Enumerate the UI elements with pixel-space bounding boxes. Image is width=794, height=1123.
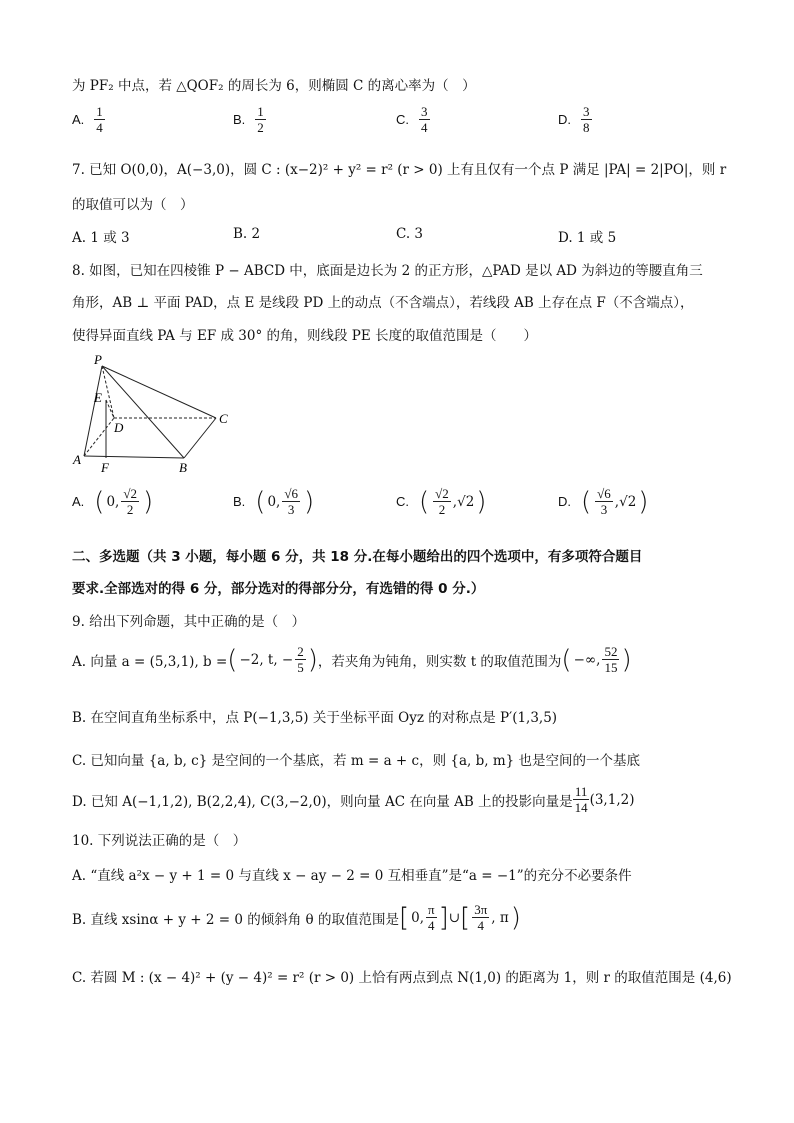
q9-d-suffix: (3,1,2)	[589, 791, 635, 808]
edge-PC	[102, 366, 216, 418]
pyramid-figure	[68, 352, 248, 474]
bracket-open: [	[398, 902, 410, 933]
option-label: C.	[396, 494, 409, 509]
paren-open: (	[561, 644, 572, 675]
frac-den: 15	[604, 660, 618, 675]
label-A: A	[73, 452, 81, 467]
q8-option-a	[72, 486, 153, 517]
q8-option-b	[233, 486, 314, 517]
paren-close: )	[476, 486, 487, 517]
frac-den: 2	[438, 502, 446, 517]
frac-num: √6	[597, 486, 611, 501]
fraction	[419, 104, 430, 135]
q9-option-a	[72, 644, 632, 675]
edge-PD	[102, 366, 114, 418]
interval-2	[460, 902, 521, 933]
q8-stem-line3: 使得异面直线 PA 与 EF 成 30° 的角，则线段 PE 长度的取值范围是（ ）	[72, 328, 538, 344]
option-label: D.	[558, 112, 571, 127]
option-label: B.	[233, 494, 246, 509]
q9-d-prefix: D. 已知 A(−1,1,2), B(2,2,4), C(3,−2,0)，则向量 AC 在向量 AB 上的投影向量是	[72, 793, 573, 810]
frac-num: √6	[284, 486, 298, 501]
frac-num: √2	[123, 486, 137, 501]
fraction	[433, 486, 451, 517]
frac-num: 3	[421, 104, 428, 119]
fraction	[602, 644, 619, 675]
frac-den: 8	[583, 120, 590, 135]
interval	[94, 486, 153, 517]
bracket-open: [	[460, 902, 471, 933]
frac-num: √2	[435, 486, 449, 501]
q7-option-c: C. 3	[396, 226, 424, 242]
label-P: P	[94, 352, 102, 367]
vector-b-components: −2, t, −	[239, 651, 294, 668]
section-heading-line2: 要求.全部选对的得 6 分，部分选对的得部分分，有选错的得 0 分.）	[72, 581, 485, 597]
q9-a-prefix: A. 向量 a = (5,3,1), b =	[72, 653, 228, 670]
paren-close: )	[142, 486, 154, 517]
interval-right: ,√2	[614, 493, 637, 510]
frac-den: 3	[287, 502, 295, 517]
frac-num: π	[428, 902, 435, 917]
option-label: C.	[396, 112, 409, 127]
fraction	[94, 104, 105, 135]
q7-option-d: D. 1 或 5	[558, 230, 617, 246]
frac-den: 4	[421, 120, 428, 135]
fraction	[595, 486, 613, 517]
edge-PA	[84, 366, 102, 456]
interval-left: −∞,	[573, 651, 601, 668]
frac-den: 5	[297, 660, 304, 675]
fraction	[472, 902, 489, 933]
q6-stem: 为 PF₂ 中点，若 △QOF₂ 的周长为 6，则椭圆 C 的离心率为（ ）	[72, 78, 476, 94]
paren-close: )	[638, 486, 649, 517]
vector-b	[227, 644, 318, 675]
q10-stem: 10. 下列说法正确的是（ ）	[72, 833, 247, 849]
interval-1	[399, 902, 449, 933]
interval-left: 0,	[106, 493, 120, 510]
frac-num: 2	[297, 644, 304, 659]
q8-stem-line2: 角形，AB ⊥ 平面 PAD，点 E 是线段 PD 上的动点（不含端点），若线段 AB 上存在点 F（不含端点），	[72, 295, 694, 311]
q8-options	[72, 486, 732, 530]
q9-option-b: B. 在空间直角坐标系中，点 P(−1,3,5) 关于坐标平面 Oyz 的对称点是 P′(1,3,5)	[72, 710, 558, 726]
q6-options	[72, 104, 732, 144]
interval-right: ,√2	[452, 493, 475, 510]
interval	[419, 486, 486, 517]
option-label: D.	[558, 494, 571, 509]
interval-left: 0,	[267, 493, 281, 510]
q6-option-a	[72, 104, 105, 135]
paren-close: )	[621, 644, 632, 675]
q6-option-d	[558, 104, 592, 135]
interval	[581, 486, 648, 517]
q10-option-c: C. 若圆 M : (x − 4)² + (y − 4)² = r² (r > 0) 上恰有两点到点 N(1,0) 的距离为 1，则 r 的取值范围是 (4,6)	[72, 970, 732, 986]
paren-close: )	[303, 486, 315, 517]
section-heading-line1: 二、多选题（共 3 小题，每小题 6 分，共 18 分.在每小题给出的四个选项中，有多项符合题目	[72, 549, 643, 565]
q8-option-d	[558, 486, 648, 517]
paren-open: (	[94, 486, 105, 517]
edge-AB	[84, 456, 184, 458]
fraction	[573, 784, 590, 815]
q7-stem-line1: 7. 已知 O(0,0)，A(−3,0)，圆 C : (x−2)² + y² = r² (r > 0) 上有且仅有一个点 P 满足 |PA| = 2|PO|，则 r	[72, 162, 727, 178]
interval-right: , π	[491, 909, 509, 926]
paren-open: (	[255, 486, 266, 517]
label-E: E	[94, 390, 102, 405]
frac-num: 11	[574, 784, 588, 799]
paren-open: (	[581, 486, 592, 517]
q9-a-middle: ，若夹角为钝角，则实数 t 的取值范围为	[317, 653, 562, 670]
frac-num: 3π	[474, 902, 488, 917]
q8-option-c	[396, 486, 486, 517]
frac-num: 52	[604, 644, 618, 659]
edge-PB	[102, 366, 184, 458]
fraction	[255, 104, 266, 135]
edge-BC	[184, 418, 216, 458]
fraction	[295, 644, 306, 675]
option-label: A.	[72, 112, 85, 127]
paren-open: (	[227, 644, 238, 675]
label-B: B	[179, 460, 187, 474]
union-symbol: ∪	[448, 909, 461, 926]
fraction	[282, 486, 300, 517]
fraction	[426, 902, 437, 933]
q7-stem-line2: 的取值可以为（ ）	[72, 197, 194, 213]
interval-left: 0,	[411, 909, 424, 926]
option-label: B.	[233, 112, 246, 127]
paren-open: (	[419, 486, 430, 517]
q9-option-d	[72, 784, 634, 815]
paren-close: )	[307, 644, 318, 675]
fraction	[581, 104, 592, 135]
option-label: A.	[72, 494, 85, 509]
q7-option-a: A. 1 或 3	[72, 230, 130, 246]
q9-stem: 9. 给出下列命题，其中正确的是（ ）	[72, 614, 306, 630]
frac-den: 2	[257, 120, 264, 135]
q10-option-b	[72, 902, 521, 933]
q10-option-a: A. “直线 a²x − y + 1 = 0 与直线 x − ay − 2 = 0 互相垂直”是“a = −1”的充分不必要条件	[72, 868, 632, 884]
paren-close: )	[510, 902, 521, 933]
q6-option-b	[233, 104, 266, 135]
q7-option-b: B. 2	[233, 226, 261, 242]
edge-AD	[84, 418, 114, 456]
frac-den: 14	[574, 800, 588, 815]
interval	[255, 486, 314, 517]
frac-den: 4	[428, 918, 435, 933]
frac-num: 3	[583, 104, 590, 119]
frac-num: 1	[96, 104, 103, 119]
frac-num: 1	[257, 104, 264, 119]
label-C: C	[219, 411, 228, 426]
fraction	[121, 486, 139, 517]
q9-option-c: C. 已知向量 {a, b, c} 是空间的一个基底，若 m = a + c，则 {a, b, m} 也是空间的一个基底	[72, 753, 641, 769]
q6-option-c	[396, 104, 430, 135]
interval	[561, 644, 631, 675]
bracket-close: ]	[438, 902, 449, 933]
frac-den: 2	[126, 502, 134, 517]
frac-den: 4	[96, 120, 103, 135]
q10-b-prefix: B. 直线 xsinα + y + 2 = 0 的倾斜角 θ 的取值范围是	[72, 911, 399, 928]
label-D: D	[114, 420, 124, 435]
frac-den: 3	[600, 502, 608, 517]
label-F: F	[101, 460, 109, 474]
frac-den: 4	[477, 918, 484, 933]
q8-stem-line1: 8. 如图，已知在四棱锥 P − ABCD 中，底面是边长为 2 的正方形，△PAD 是以 AD 为斜边的等腰直角三	[72, 263, 703, 279]
